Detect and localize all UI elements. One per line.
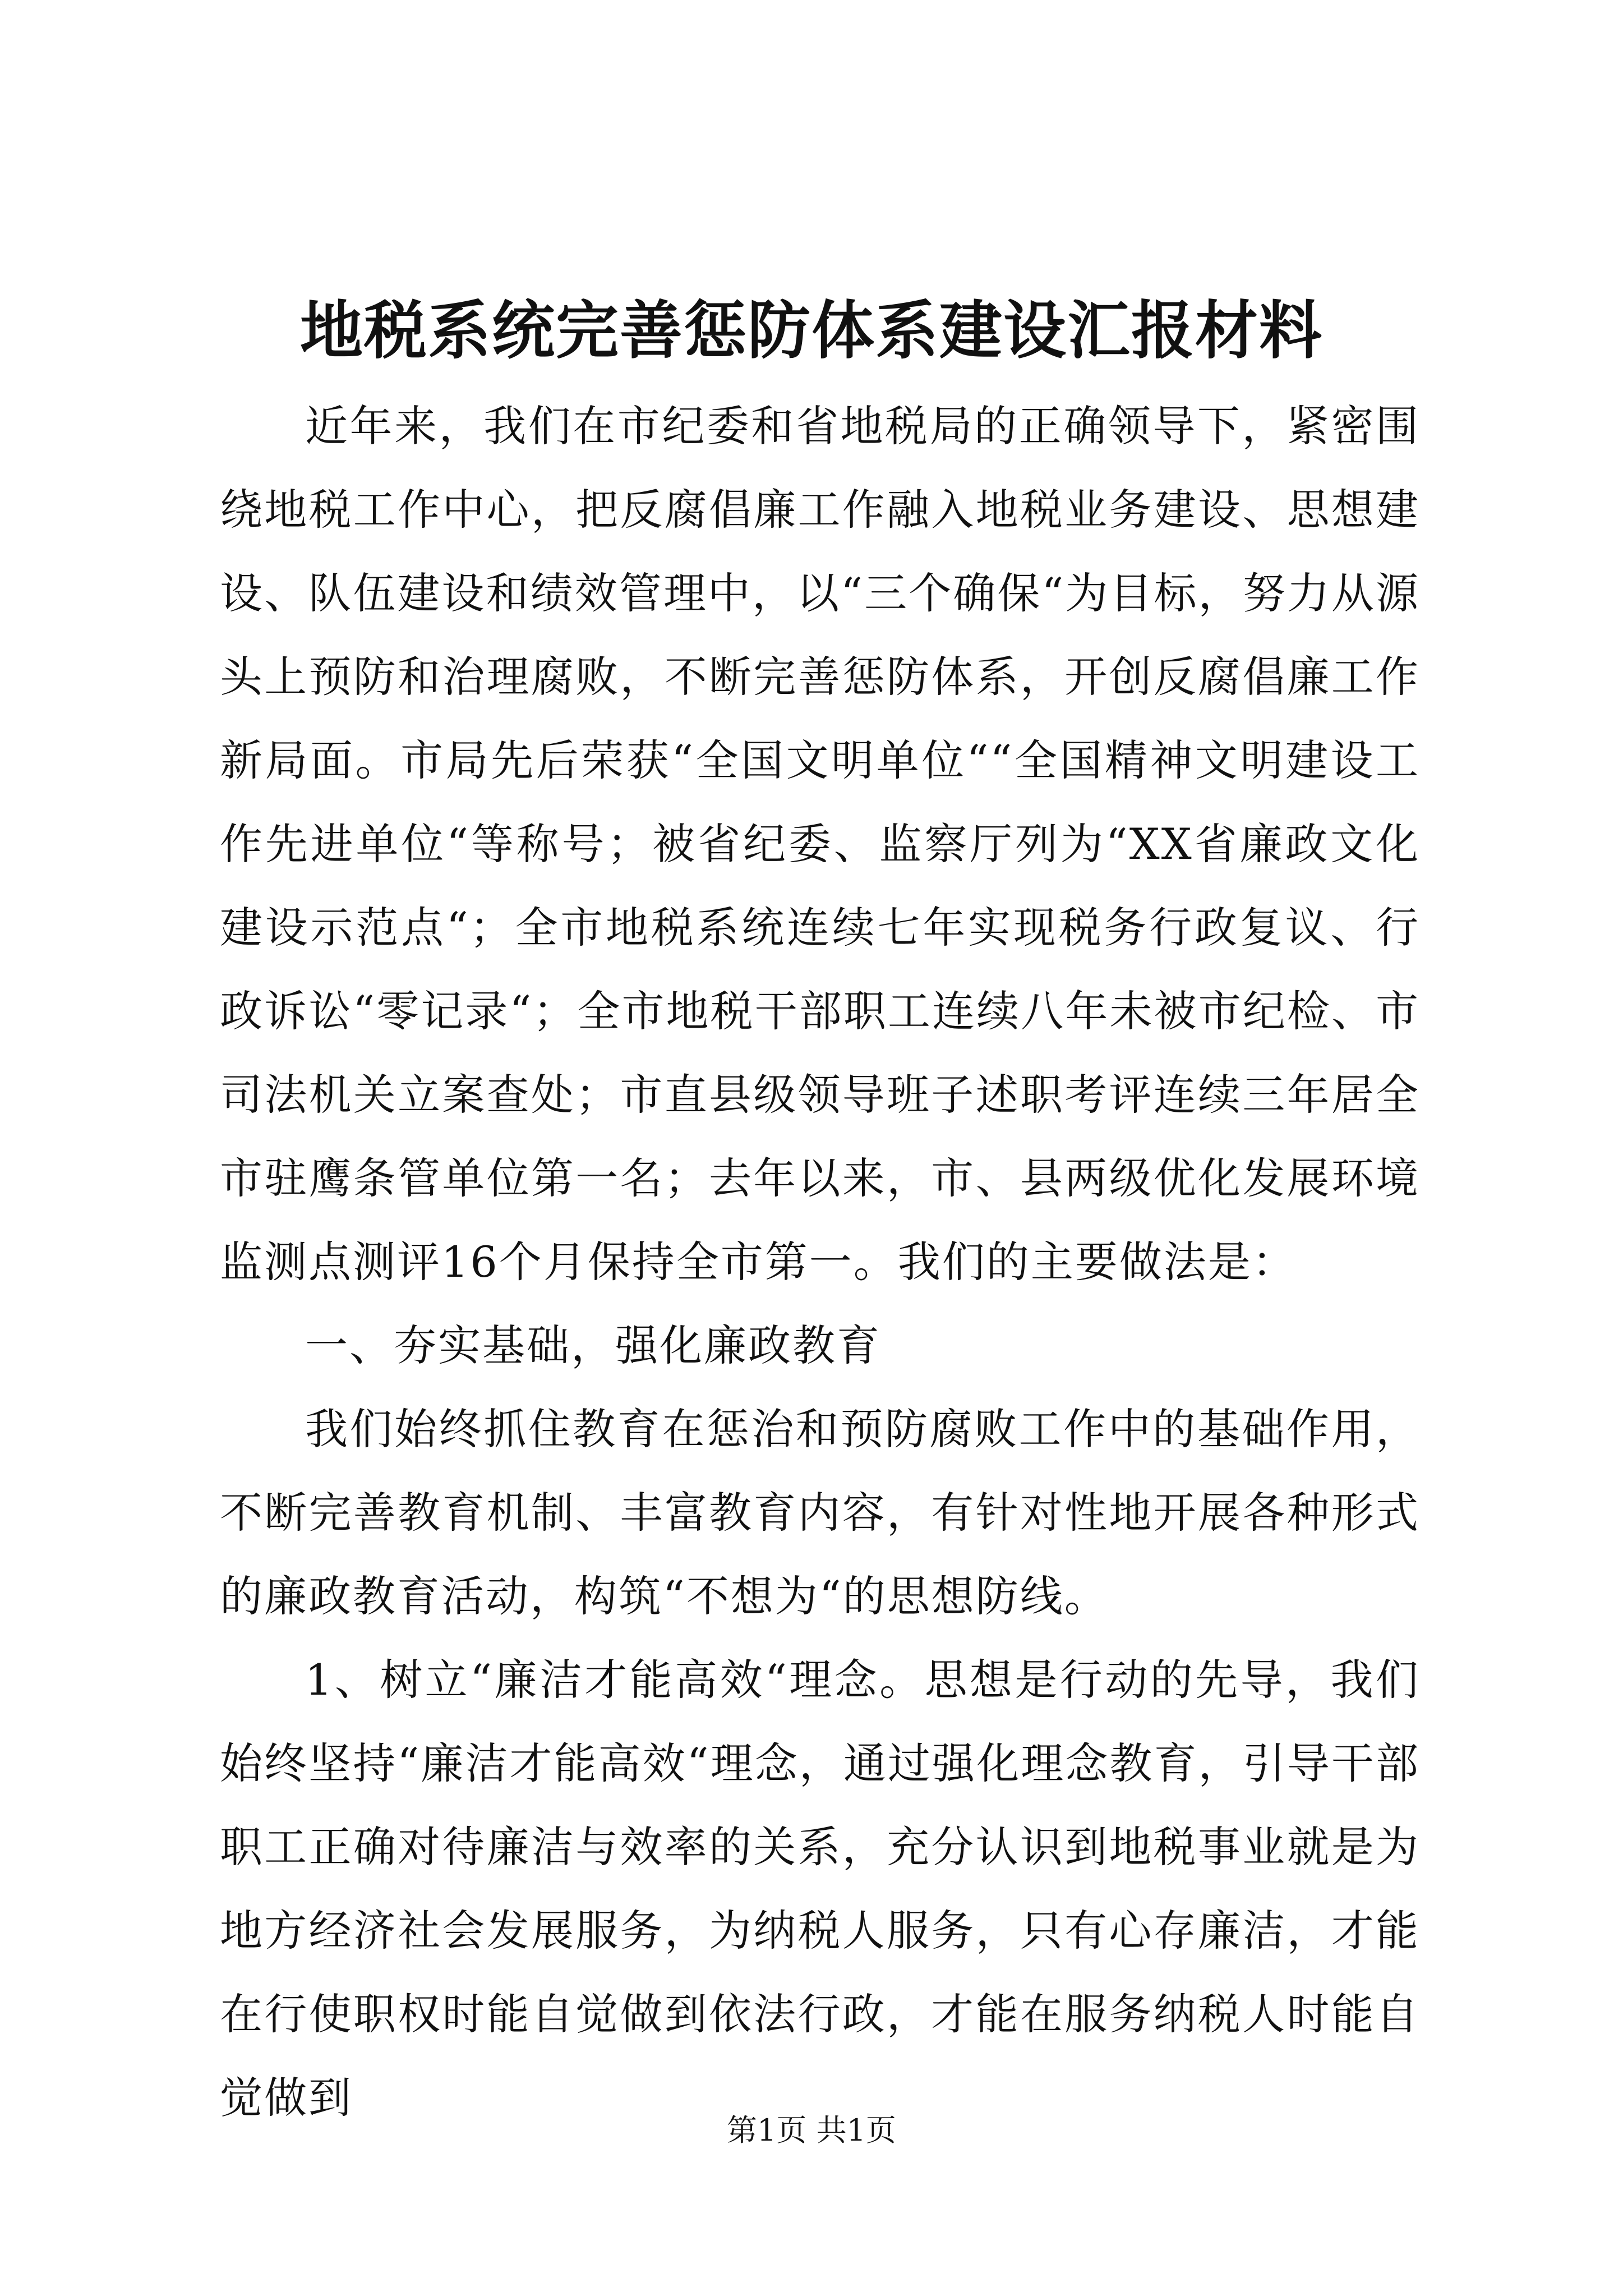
paragraph-intro: 近年来，我们在市纪委和省地税局的正确领导下，紧密围绕地税工作中心，把反腐倡廉工作融入地税业务建设、思想建设、队伍建设和绩效管理中，以“三个确保“为目标，努力从源头上预防和治理腐败，不断完善惩防体系，开创反腐倡廉工作新局面。市局先后荣获“全国文明单位““全国精神文明建设工作先进单位“等称号；被省纪委、监察厅列为“XX省廉政文化建设示范点“；全市地税系统连续七年实现税务行政复议、行政诉讼“零记录“；全市地税干部职工连续八年未被市纪检、市司法机关立案查处；市直县级领导班子述职考评连续三年居全市驻鹰条管单位第一名；去年以来，市、县两级优化发展环境监测点测评16个月保持全市第一。我们的主要做法是： <box>220 401 1420 1287</box>
section-heading-1: 一、夯实基础，强化廉政教育 <box>305 1320 881 1370</box>
paragraph-item-1: 1、树立“廉洁才能高效“理念。思想是行动的先导，我们始终坚持“廉洁才能高效“理念，通过强化理念教育，引导干部职工正确对待廉洁与效率的关系，充分认识到地税事业就是为地方经济社会发展服务，为纳税人服务，只有心存廉洁，才能在行使职权时能自觉做到依法行政，才能在服务纳税人时能自觉做到 <box>220 1655 1420 2123</box>
paragraph-section-1: 我们始终抓住教育在惩治和预防腐败工作中的基础作用，不断完善教育机制、丰富教育内容，有针对性地开展各种形式的廉政教育活动，构筑“不想为“的思想防线。 <box>220 1404 1420 1621</box>
document-body <box>220 384 1420 2139</box>
document-title: 地税系统完善惩防体系建设汇报材料 <box>300 294 1323 367</box>
page-footer: 第1页 共1页 <box>727 2113 896 2148</box>
